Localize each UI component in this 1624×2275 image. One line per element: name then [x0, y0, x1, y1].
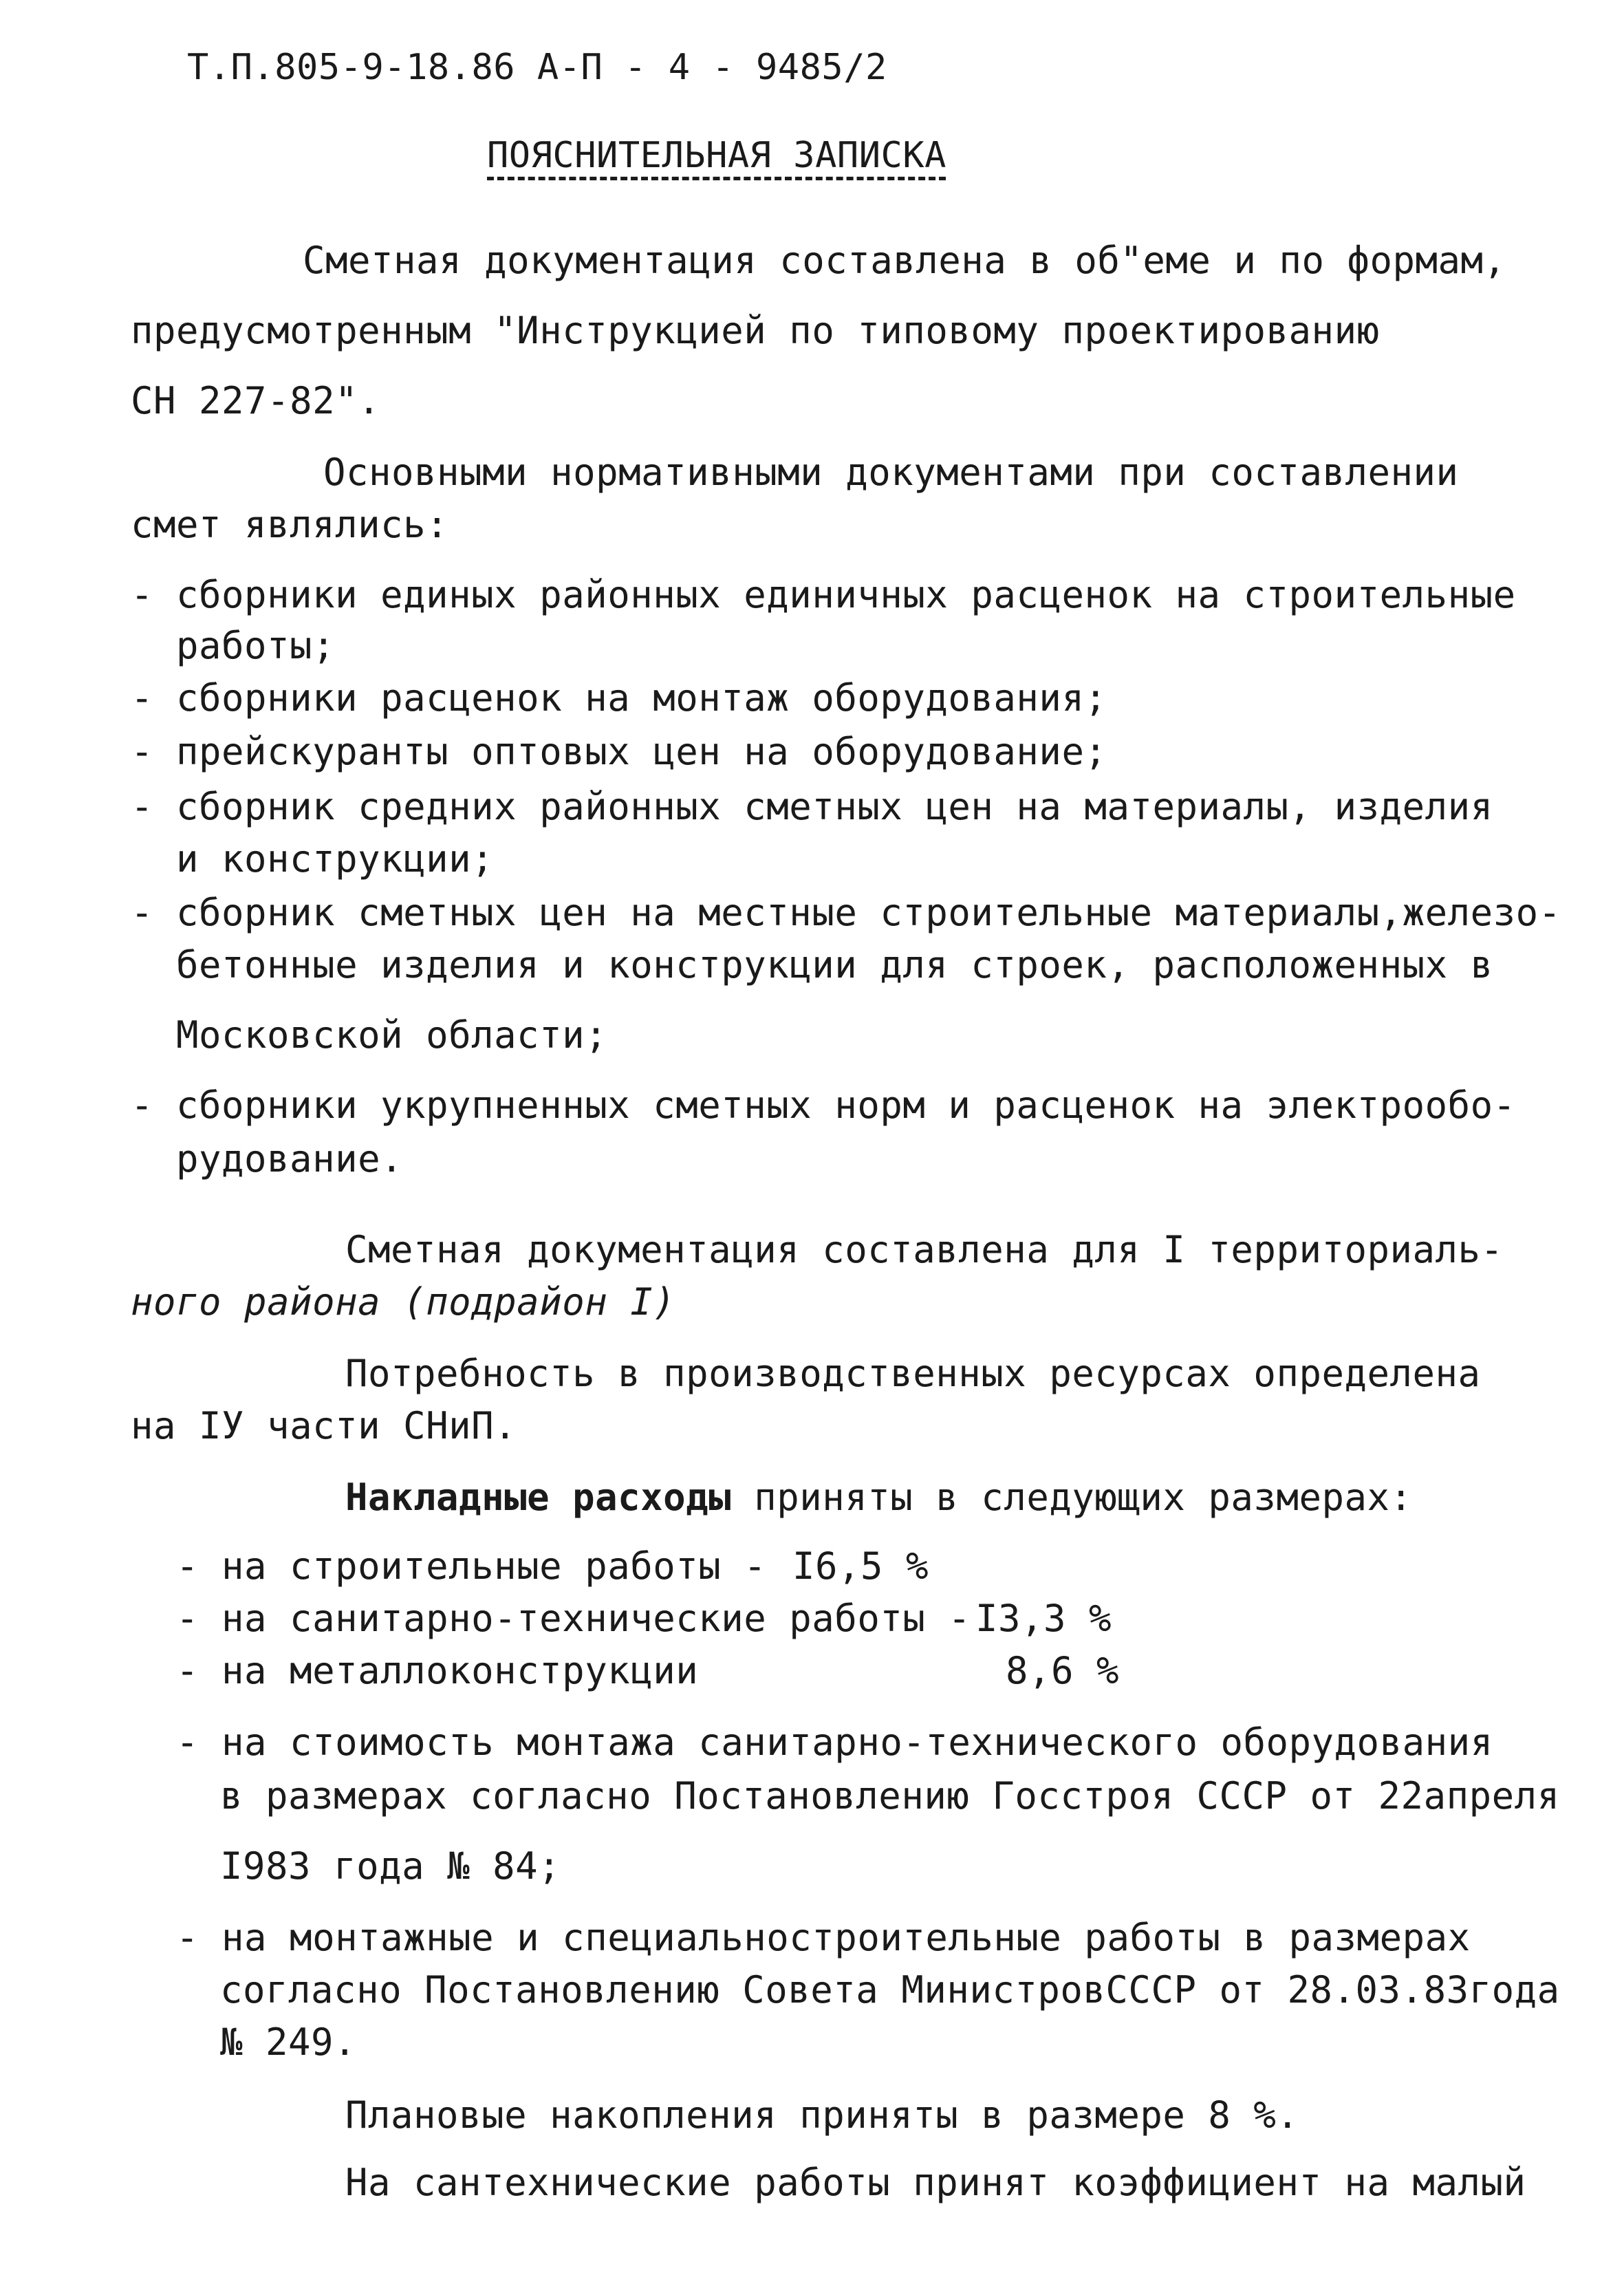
page-title: ПОЯСНИТЕЛЬНАЯ ЗАПИСКА: [487, 135, 946, 176]
source-1-line-2: работы;: [176, 624, 336, 667]
doc-code: Т.П.805-9-18.86 А-П - 4 - 9485/2: [187, 47, 887, 88]
intro-line-3: СН 227-82".: [131, 379, 381, 422]
rate-3-text: - на металлоконструкции: [176, 1649, 699, 1692]
special-line-2: согласно Постановлению Совета МинистровСССР от 28.03.83года: [220, 1968, 1560, 2012]
install-line-3: I983 года № 84;: [220, 1844, 561, 1888]
basis-line-2: смет являлись:: [131, 503, 449, 546]
install-line-1: - на стоимость монтажа санитарно-технического оборудования: [176, 1721, 1493, 1764]
overhead-label-bold: Накладные расходы: [345, 1476, 732, 1519]
rate-3-value: 8,6 %: [1006, 1649, 1120, 1692]
special-line-1: - на монтажные и специальностроительные работы в размерах: [176, 1916, 1471, 1959]
savings-line: Плановые накопления приняты в размере 8 %.: [345, 2093, 1299, 2137]
source-5-line-1: - сборник сметных цен на местные строительные материалы,железо-: [131, 891, 1561, 934]
coefficient-line: На сантехнические работы принят коэффициент на малый: [345, 2161, 1526, 2204]
resources-line-1: Потребность в производственных ресурсах определена: [345, 1352, 1481, 1395]
rate-2-value: I3,3 %: [975, 1597, 1112, 1640]
territory-line-2: ного района (подрайон I): [131, 1280, 676, 1324]
rate-1-text: - на строительные работы -: [176, 1544, 767, 1588]
source-5-line-2: бетонные изделия и конструкции для строек, расположенных в: [176, 943, 1493, 986]
intro-line-2: предусмотренным "Инструкцией по типовому проектированию: [131, 309, 1380, 352]
territory-line-1: Сметная документация составлена для I территориаль-: [345, 1228, 1504, 1271]
source-3-line-1: - прейскуранты оптовых цен на оборудование;: [131, 730, 1107, 773]
overhead-heading: [345, 1476, 1413, 1519]
basis-line-1: Основными нормативными документами при составлении: [323, 451, 1459, 494]
overhead-label-rest: приняты в следующих размерах:: [731, 1476, 1413, 1519]
source-2-line-1: - сборники расценок на монтаж оборудования;: [131, 676, 1107, 720]
install-line-2: в размерах согласно Постановлению Госстроя СССР от 22апреля: [220, 1774, 1560, 1818]
source-6-line-1: - сборники укрупненных сметных норм и расценок на электрообо-: [131, 1083, 1516, 1127]
rate-2-text: - на санитарно-технические работы -: [176, 1597, 971, 1640]
intro-line-1: Сметная документация составлена в об"еме и по формам,: [303, 239, 1506, 282]
special-line-3: № 249.: [220, 2020, 357, 2064]
source-1-line-1: - сборники единых районных единичных расценок на строительные: [131, 573, 1516, 616]
source-6-line-2: рудование.: [176, 1137, 404, 1180]
resources-line-2: на IУ части СНиП.: [131, 1404, 517, 1447]
source-4-line-1: - сборник средних районных сметных цен на материалы, изделия: [131, 785, 1493, 828]
source-5-line-3: Московской области;: [176, 1013, 608, 1057]
source-4-line-2: и конструкции;: [176, 837, 495, 881]
rate-1-value: I6,5 %: [792, 1544, 929, 1588]
